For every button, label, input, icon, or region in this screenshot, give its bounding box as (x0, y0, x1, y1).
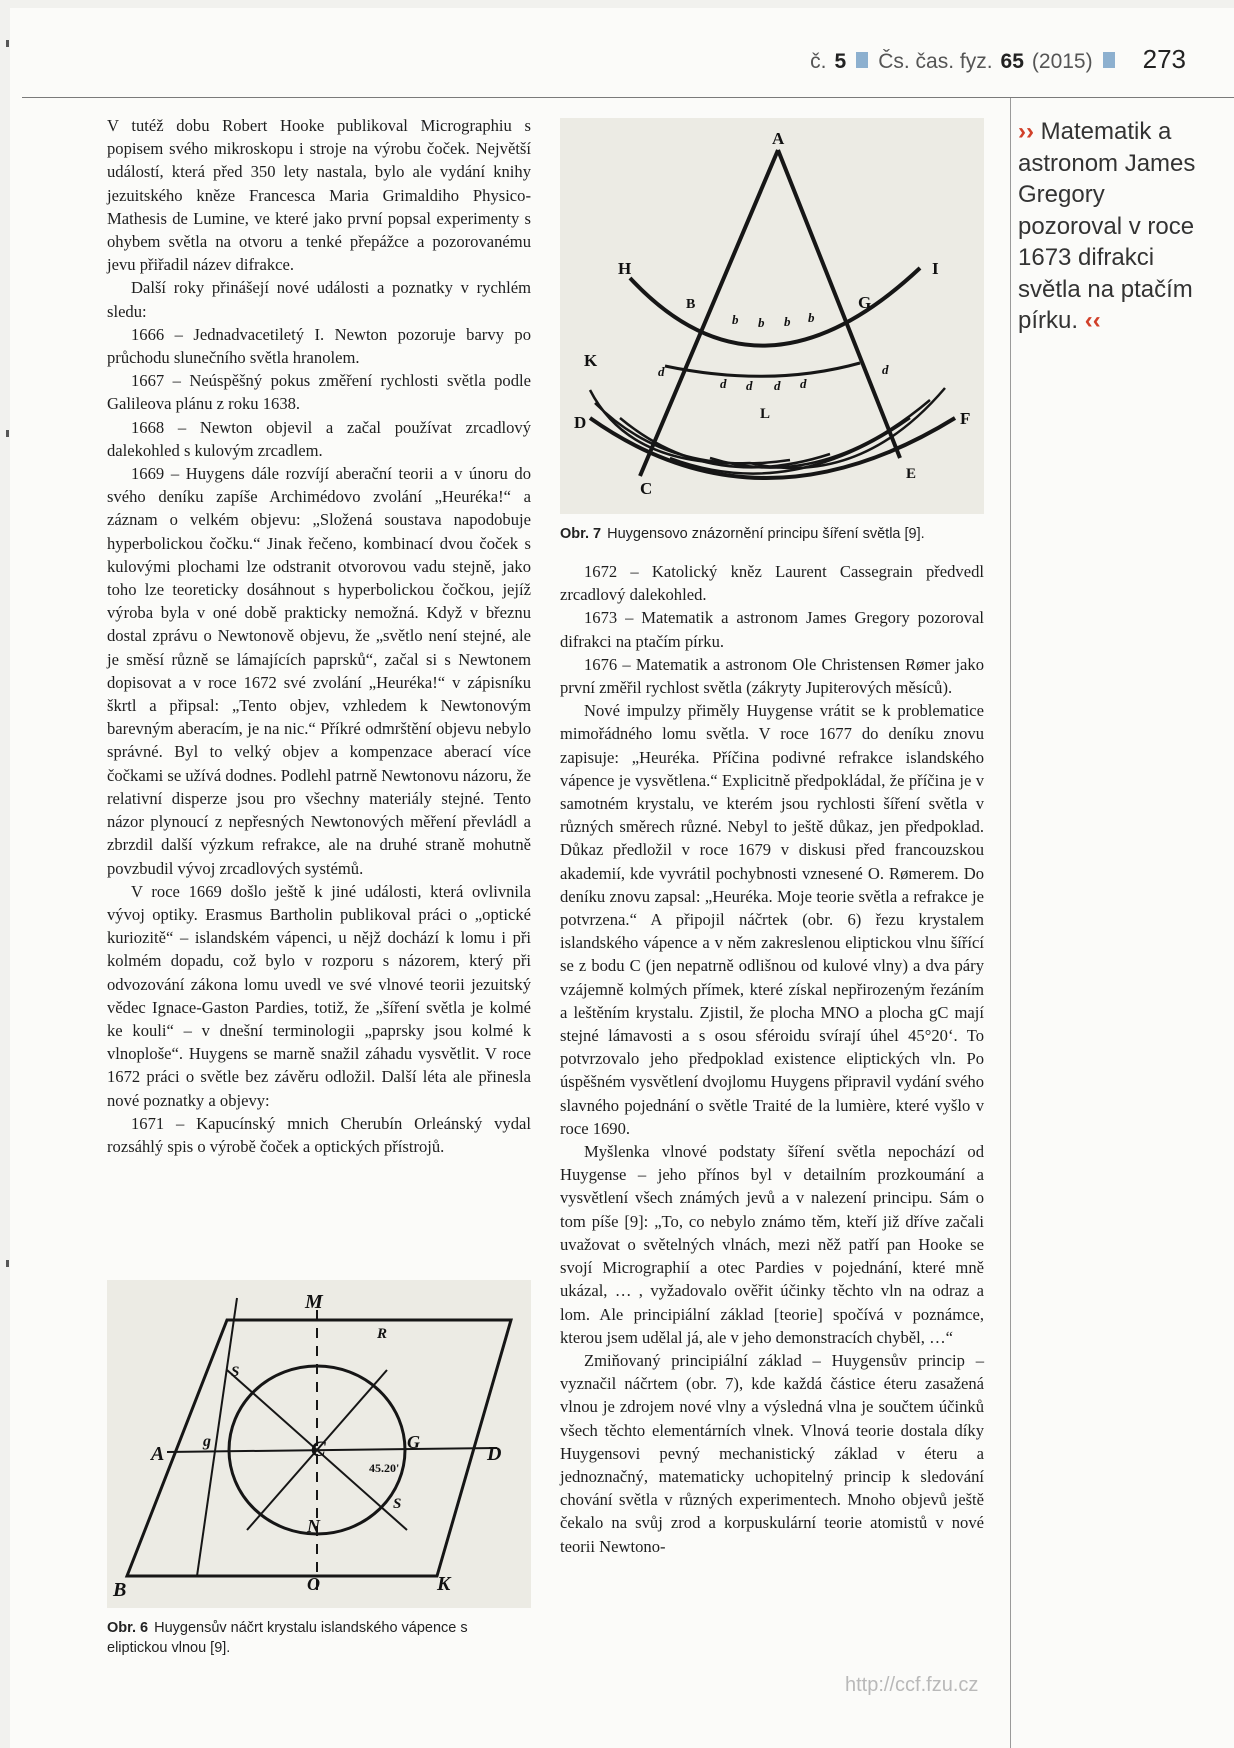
figure-letter: K (437, 1573, 451, 1595)
figure-letter: d (746, 378, 753, 393)
binding-mark (6, 1260, 9, 1267)
figure-7-drawing (560, 118, 984, 514)
figure-letter: K (584, 351, 598, 370)
wavefront-arc (630, 268, 920, 346)
figure-letter: g (203, 1433, 211, 1450)
footer-url[interactable]: http://ccf.fzu.cz (845, 1674, 979, 1696)
paragraph: 1667 – Neúspěšný pokus změření rychlosti světla podle Galileova plánu z roku 1638. (107, 371, 531, 414)
figure-letter: N (307, 1516, 320, 1536)
binding-mark (6, 430, 9, 437)
figure-letter: F (960, 409, 971, 428)
ray-line (640, 150, 778, 476)
figure-letter: A (151, 1443, 165, 1465)
figure-6-caption (107, 1618, 531, 1658)
figure-letter: C (311, 1436, 326, 1461)
figure-letter: O (307, 1574, 320, 1594)
figure-letter: H (618, 259, 632, 278)
figure-letter: b (784, 314, 791, 329)
figure-letter: d (658, 364, 665, 379)
header-square-icon (1103, 52, 1115, 68)
paragraph: 1673 – Matematik a astronom James Gregory pozoroval difrakci na ptačím pírku. (560, 608, 984, 651)
paragraph: 1676 – Matematik a astronom Ole Christensen Rømer jako první změřil rychlost světla (zákryty Jupiterových měsíců). (560, 654, 984, 698)
wavefront-arc (665, 363, 860, 376)
figure-letter: b (732, 312, 739, 327)
figure-letter: S (393, 1496, 402, 1512)
figure-letter: R (377, 1326, 388, 1342)
figure-letter: d (720, 376, 727, 391)
paragraph: Myšlenka vlnové podstaty šíření světla nepochází od Huygense – jeho přínos byl v detailním prozkoumání a vysvětlení všech známých jevů a v nalezení principu. Sám o tom píše [9]: „To, co nebylo známo těm, kteří již dříve začali uvažovat o světelných vlnách, mezi něž patří pan Hooke se svojí Micrographií a otec Pardies v pojednání, které mně ukázal, … , vyžadovalo ověřit účinky těchto vln na odraz a lom. Ale principiální základ [teorie] spočívá v poznámce, kterou jsem udělal já, ale v jeho demonstracích chyběl, …“ (560, 1142, 984, 1347)
paragraph: Další roky přinášejí nové události a poznatky v rychlém sledu: (107, 278, 531, 321)
axis-line (167, 1448, 497, 1452)
figure-letter: M (305, 1291, 323, 1313)
sidebar-divider (1010, 98, 1011, 1748)
figure-letter: I (932, 259, 939, 278)
header-square-icon (856, 52, 868, 68)
journal-name: Čs. čas. fyz. (878, 50, 993, 73)
figure-letter: B (686, 297, 696, 312)
figure-label: Obr. 7 (560, 526, 602, 542)
figure-letter: b (758, 315, 765, 330)
paragraph: 1671 – Kapucínský mnich Cherubín Orleánský vydal rozsáhlý spis o výrobě čoček a optických přístrojů. (107, 1113, 531, 1156)
paragraph: V tutéž dobu Robert Hooke publikoval Micrographiu s popisem svého mikroskopu i stroje na výrobu čoček. Největší událostí, která před 350 lety nastala, bylo ale vydání knihy jezuitského kněze Francesca Maria Grimaldiho Physico-Mathesis de Lumine, ve které jako první popsal experimenty s ohybem světla na otvoru a tenké přepážce a pozorovanému jevu přiřadil název difrakce. (107, 116, 531, 275)
paragraph: 1669 – Huygens dále rozvíjí aberační teorii a v únoru do svého deníku zapíše Archimédovo zvolání „Heuréka!“ a záznam o velkém objevu: „Složená soustava napodobuje hyperbolickou čočku.“ Jinak řečeno, kombinací dvou čoček s kulovými plochami lze odstranit otvorovou vadu stejně, jako toho lze teoreticky dosáhnout s hyperbolickou čočkou, jejíž výroba byla v oné době prakticky nemožná. Když v březnu dostal zprávu o Newtonově objevu, že „světlo není stejné, ale je směsí různě se lámajících paprsků“, začal si s Newtonem dopisovat a v roce 1672 své zvolání „Heuréka!“ v zápisníku škrtl a připsal: „Tento objev, vzhledem k Newtonovým barevným aberacím, je na nic.“ Příkré odmrštění objevu nebylo správné. Byl to velký objev a kompenzace aberací více čočkami se užívá dodnes. Podlehl patrně Newtonovu názoru, že relativní disperze jsou pro všechny materiály stejné. Tento názor plynoucí z nepřesných Newtonových měření převládl a zbrzdil další výzkum refrakce, ale na druhé straně mohutně povzbudil vývoj zrcadlových systémů. (107, 464, 531, 878)
issue-number: 5 (834, 50, 847, 73)
year: (2015) (1031, 50, 1093, 73)
text-column-right (560, 560, 984, 1558)
figure-letter: L (760, 406, 771, 422)
figure-letter: D (574, 413, 587, 432)
header-rule (22, 97, 1234, 98)
page-number: 273 (1142, 44, 1186, 74)
pull-quote (1018, 116, 1198, 337)
paragraph: 1672 – Katolický kněz Laurent Cassegrain předvedl zrcadlový dalekohled. (560, 562, 984, 605)
figure-letter: d (774, 378, 781, 393)
figure-letter: G (858, 293, 872, 312)
figure-letter: G (407, 1432, 420, 1452)
angle-label: 45.20' (369, 1461, 400, 1475)
ray-line (778, 150, 900, 458)
figure-letter: E (906, 466, 917, 482)
paragraph: 1666 – Jednadvacetiletý I. Newton pozoruje barvy po průchodu slunečního světla hranolem. (107, 324, 531, 368)
figure-letter: b (808, 310, 815, 325)
caption-text: Huygensův náčrt krystalu islandského vápence s eliptickou vlnou [9]. (107, 1620, 468, 1656)
quote-close-icon: ‹‹ (1084, 307, 1101, 334)
wavelet-arc (750, 388, 945, 468)
figure-7-huygens-principle (560, 118, 984, 514)
running-header (810, 44, 1186, 75)
issue-prefix: č. (810, 50, 827, 73)
figure-label: Obr. 6 (107, 1620, 149, 1636)
paragraph: Nové impulzy přiměly Huygense vrátit se k problematice mimořádného lomu světla. V roce 1677 do deníku znovu zapisuje: „Heuréka. Příčina podivné refrakce islandského vápence je vysvětlena.“ Explicitně předpokládal, že příčina je v samotném krystalu, ve kterém jsou rychlosti šíření světla v různých směrech různé. Nebyl to ještě důkaz, jen předpoklad. Důkaz předložil v roce 1679 v diskusi před francouzskou akademií, kde vyvrátil pochybnosti vznesené O. Rømerem. Do deníku znovu zapsal: „Heuréka. Moje teorie světla a refrakce je potvrzena.“ A připojil náčrtek (obr. 6) řezu krystalem islandského vápence a v něm zakreslenou eliptickou vlnu šířící se z bodu C (jen nepatrně odlišnou od kulové vlny) a dva páry vzájemně kolmých přímek, které získal nepřirozeným řezáním a leštěním krystalu. Zjistil, že plocha MNO a plocha gC mají stejné lámavosti a s osou sféroidu svírají úhel 45°20‘. To potvrzovalo jeho předpoklad existence eliptických vln. Po úspěšném vysvětlení dvojlomu Huygens připravil vydání svého slavného pojednání o světle Traité de la lumière, které vyšlo v roce 1690. (560, 701, 984, 1138)
paragraph: V roce 1669 došlo ještě k jiné události, která ovlivnila vývoj optiky. Erasmus Bartholin publikoval práci o „optické kuriozitě“ – islandském vápenci, u nějž dochází k lomu i při kolmém dopadu, což bylo v rozporu s názorem, který při odvozování zákona lomu uvedl ve své vlnové teorii jezuitský vědec Ignace-Gaston Pardies, totiž, že „šíření světla je kolmé ke kouli“ – v dnešní terminologii „paprsky jsou kolmé k vlnoploše“. Huygens se marně snažil záhadu vysvětlit. V roce 1672 práci o světle bez závěru odložil. Další léta ale přinesla nové poznatky a objevy: (107, 881, 531, 1110)
figure-7-caption (560, 524, 984, 544)
figure-6-drawing (107, 1280, 531, 1608)
pull-quote-text: Matematik a astronom James Gregory pozoroval v roce 1673 difrakci světla na ptačím pírku. (1018, 118, 1196, 334)
figure-letter: d (882, 362, 889, 377)
paragraph: 1668 – Newton objevil a začal používat zrcadlový dalekohled s kulovým zrcadlem. (107, 417, 531, 460)
figure-letter: S (231, 1364, 240, 1380)
volume: 65 (1000, 50, 1024, 73)
text-column-left (107, 114, 531, 1158)
binding-mark (6, 40, 9, 47)
figure-letter: D (487, 1443, 502, 1465)
figure-letter: C (640, 479, 653, 498)
caption-text: Huygensovo znázornění principu šíření světla [9]. (607, 526, 925, 542)
quote-open-icon: ›› (1018, 118, 1034, 145)
figure-letter: d (800, 376, 807, 391)
figure-letter: A (772, 129, 785, 148)
figure-6-crystal-sketch (107, 1280, 531, 1608)
figure-letter: B (113, 1579, 127, 1601)
paragraph: Zmiňovaný principiální základ – Huygensův princip – vyznačil náčrtem (obr. 7), kde každá částice éteru zasažená vlnou je zdrojem nové vlny a výsledná vlna je součtem účinků všech těchto elementárních vlnek. Vlnová teorie dostala díky Huygensovi pevný mechanistický základ v éteru a jednoznačný, matematicky uchopitelný princip k sledování chování světla v různých experimentech. Mnoho objevů ještě čekalo na svůj zrod a korpuskulární teorie atomistů v nové teorii Newtono- (560, 1350, 984, 1556)
